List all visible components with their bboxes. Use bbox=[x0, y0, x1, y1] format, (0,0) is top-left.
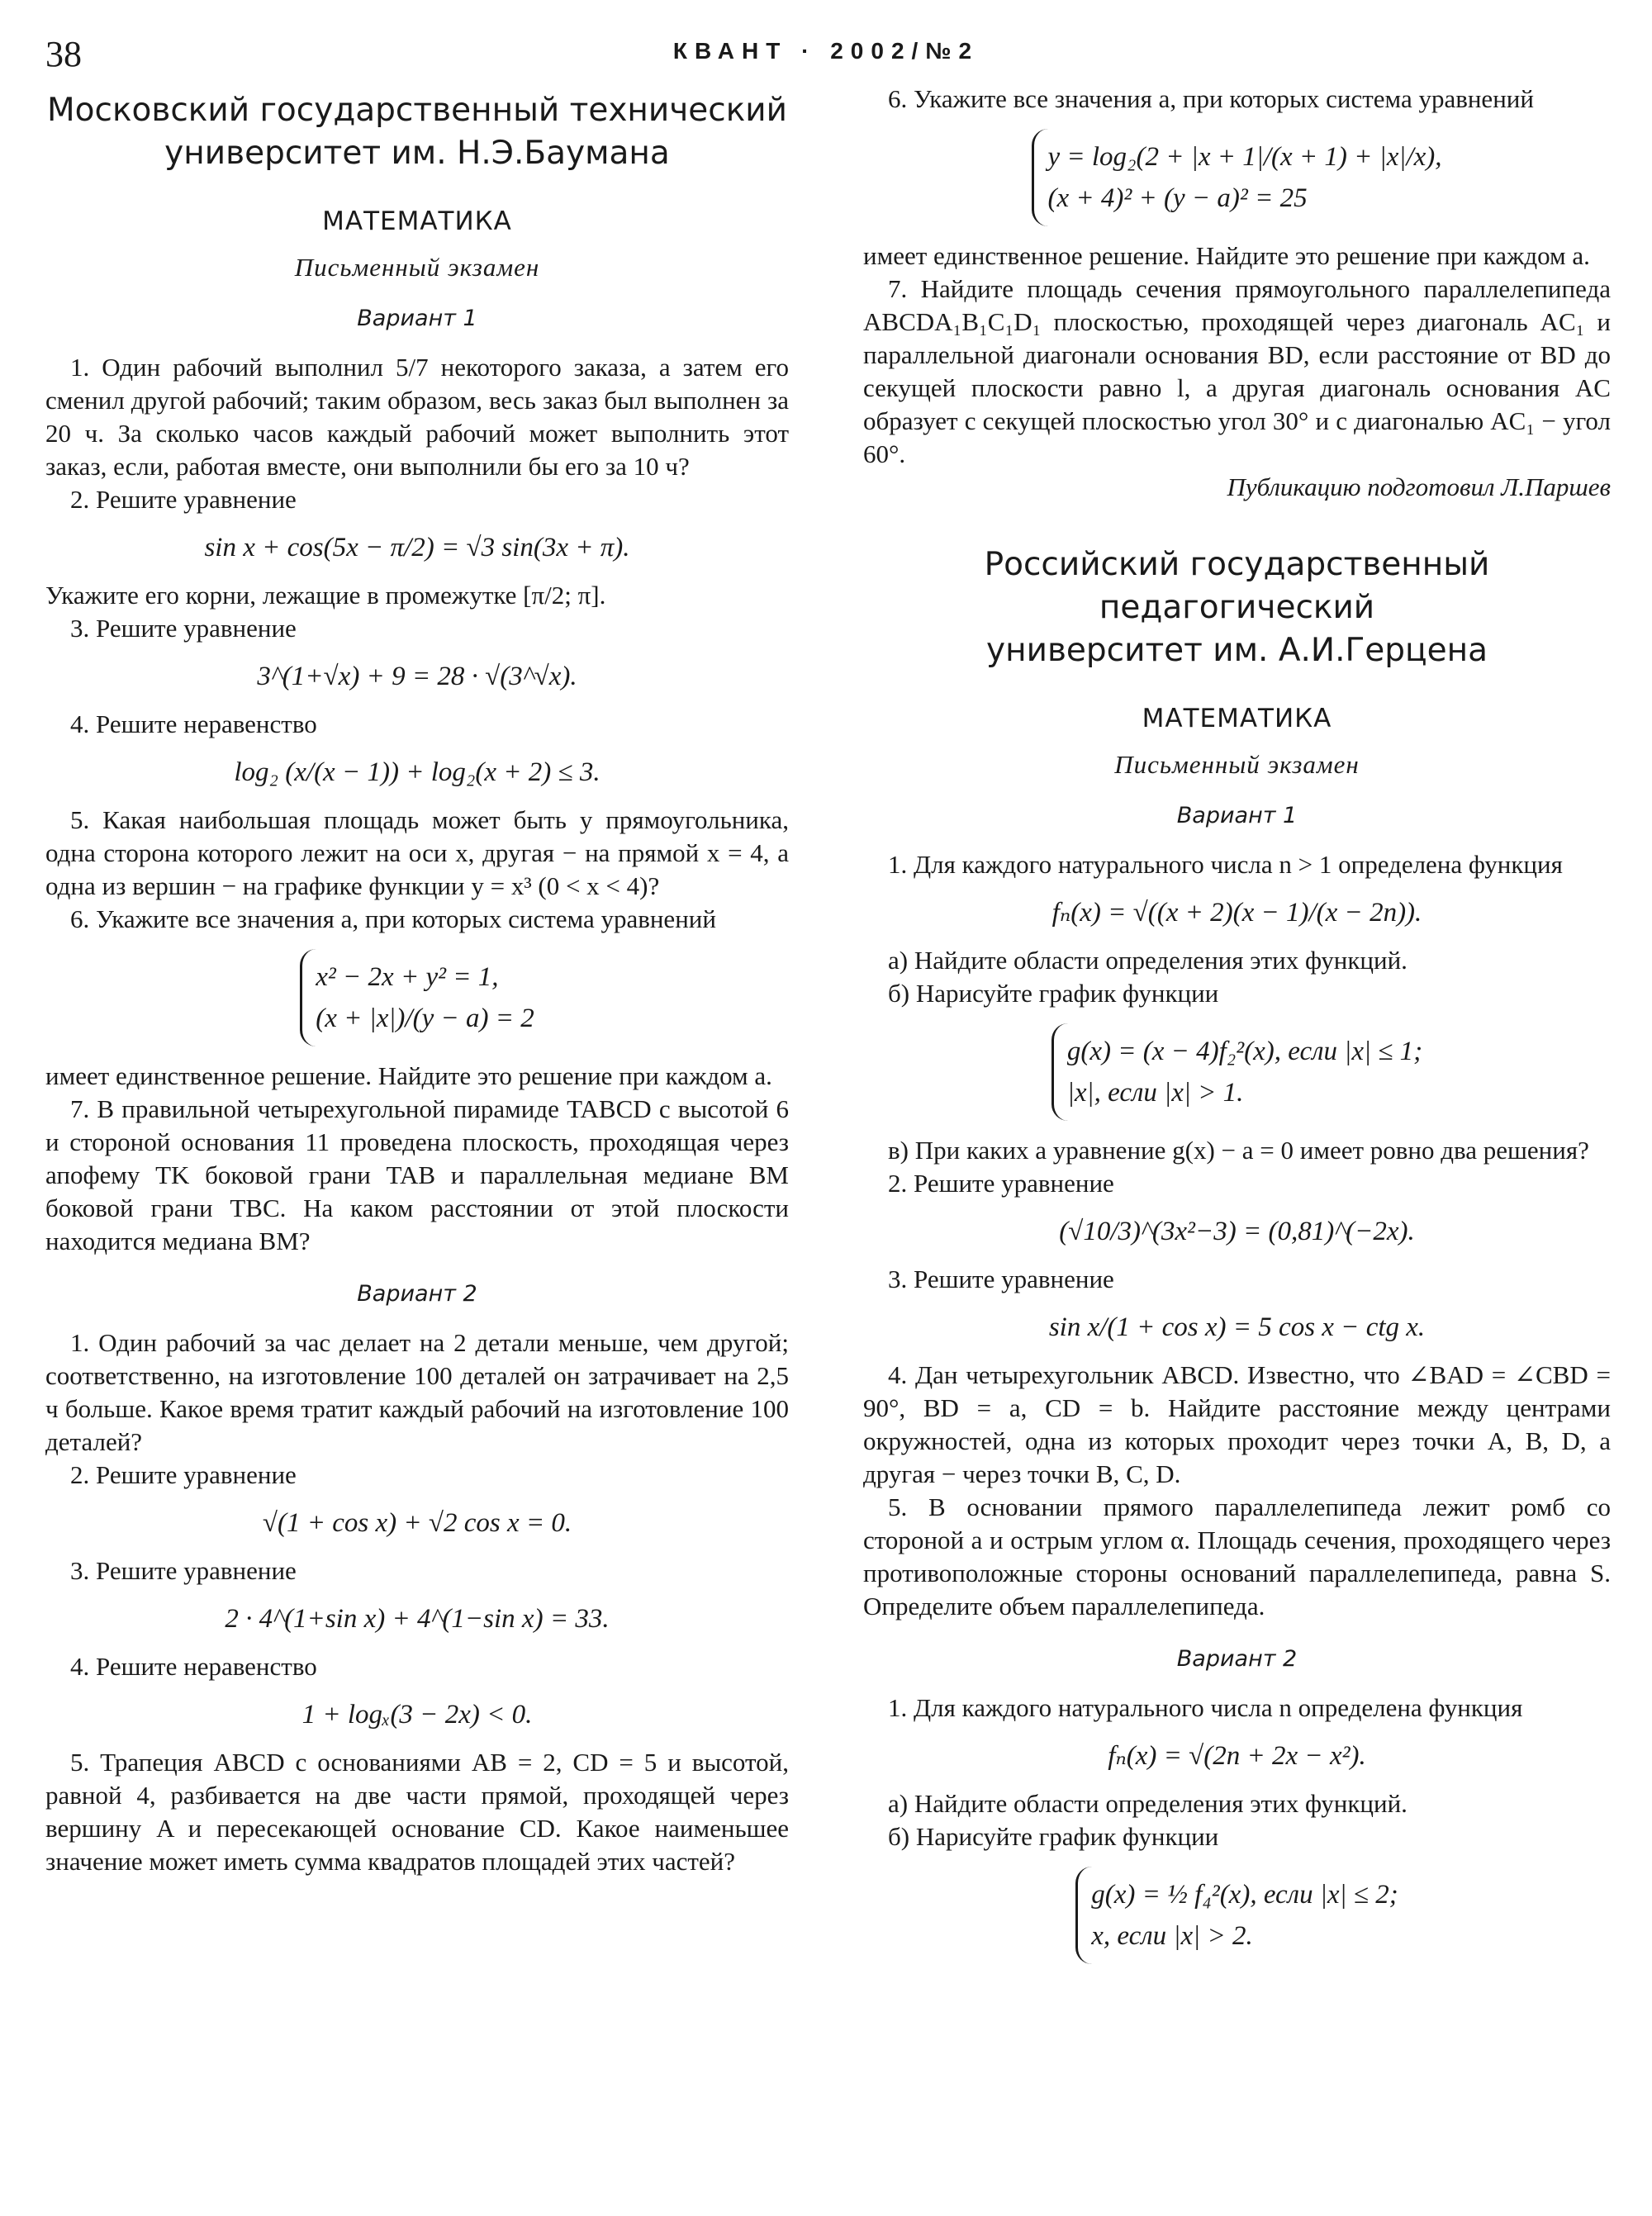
publication-credit: Публикацию подготовил Л.Паршев bbox=[1227, 472, 1611, 501]
problem-text: 3. Решите уравнение bbox=[888, 1265, 1114, 1293]
system-line: (x + 4)² + (y − a)² = 25 bbox=[1047, 183, 1308, 213]
piecewise-function bbox=[863, 1023, 1611, 1121]
problem-text: 1. Один рабочий за час делает на 2 детали меньше, чем другой; соответственно, на изготовление 100 деталей он затрачивает на 2,5 ч больше. Какое время тратит каждый рабочий на изготовление 100 деталей? bbox=[45, 1328, 789, 1456]
variant-heading: Вариант 2 bbox=[357, 1281, 477, 1307]
problem-text: б) Нарисуйте график функции bbox=[888, 1822, 1219, 1851]
formula: (√10/3)^(3x²−3) = (0,81)^(−2x). bbox=[1059, 1217, 1415, 1246]
equation-system bbox=[863, 129, 1611, 226]
problem-text: 1. Для каждого натурального числа n определена функция bbox=[888, 1693, 1523, 1722]
formula: 1 + logₓ(3 − 2x) < 0. bbox=[301, 1700, 533, 1730]
subject-heading: МАТЕМАТИКА bbox=[322, 206, 512, 236]
problem-text: 1. Для каждого натурального числа n > 1 определена функция bbox=[888, 850, 1563, 879]
problem-text: 4. Решите неравенство bbox=[70, 1652, 317, 1681]
subject-heading: МАТЕМАТИКА bbox=[1142, 704, 1332, 733]
problem-text: 2. Решите уравнение bbox=[70, 1460, 297, 1489]
problem-text: 2. Решите уравнение bbox=[888, 1169, 1114, 1198]
problem-text: имеет единственное решение. Найдите это решение при каждом a. bbox=[45, 1061, 772, 1090]
problem-text: 2. Решите уравнение bbox=[70, 485, 297, 514]
formula: sin x/(1 + cos x) = 5 cos x − ctg x. bbox=[1048, 1312, 1426, 1342]
formula: sin x + cos(5x − π/2) = √3 sin(3x + π). bbox=[204, 533, 630, 562]
problem-text: 6. Укажите все значения a, при которых система уравнений bbox=[888, 84, 1534, 113]
problem-text: Укажите его корни, лежащие в промежутке [π/2; π]. bbox=[45, 581, 606, 610]
problem-text: 5. В основании прямого параллелепипеда лежит ромб со стороной a и острым углом α. Площадь сечения, проходящего через противоположные стороны оснований параллелепипеда, равна S. Определите объем параллелепипеда. bbox=[863, 1492, 1611, 1620]
problem-text: б) Нарисуйте график функции bbox=[888, 979, 1219, 1008]
variant-heading: Вариант 2 bbox=[1176, 1646, 1298, 1672]
piecewise-line: g(x) = (x − 4)f₂²(x), если |x| ≤ 1; bbox=[1066, 1037, 1423, 1066]
problem-text: а) Найдите области определения этих функций. bbox=[888, 1789, 1408, 1818]
journal-header: КВАНТ · 2002/№2 bbox=[672, 38, 980, 64]
formula: 2 · 4^(1+sin x) + 4^(1−sin x) = 33. bbox=[225, 1604, 610, 1634]
piecewise-line: g(x) = ½ f₄²(x), если |x| ≤ 2; bbox=[1091, 1880, 1398, 1910]
equation-system bbox=[45, 949, 789, 1046]
university-title-left: Московский государственный технический университет им. Н.Э.Баумана bbox=[47, 92, 787, 172]
problem-text: имеет единственное решение. Найдите это решение при каждом a. bbox=[863, 241, 1590, 270]
variant-heading: Вариант 1 bbox=[357, 306, 477, 331]
exam-heading: Письменный экзамен bbox=[1114, 750, 1360, 779]
left-column bbox=[45, 83, 789, 1878]
formula: fₙ(x) = √((x + 2)(x − 1)/(x − 2n)). bbox=[1051, 898, 1422, 928]
piecewise-line: x, если |x| > 2. bbox=[1091, 1921, 1253, 1951]
formula: 3^(1+√x) + 9 = 28 · √(3^√x). bbox=[257, 662, 577, 691]
problem-text: а) Найдите области определения этих функций. bbox=[888, 946, 1408, 975]
system-line: x² − 2x + y² = 1, bbox=[316, 962, 499, 992]
problem-text: 3. Решите уравнение bbox=[70, 1556, 297, 1585]
problem-text: 6. Укажите все значения a, при которых система уравнений bbox=[70, 904, 716, 933]
problem-text: 4. Дан четырехугольник ABCD. Известно, что ∠BAD = ∠CBD = 90°, BD = a, CD = b. Найдите расстояние между центрами окружностей, одна из которых проходит через точки A, B, D, а другая − через точки B, C, D. bbox=[863, 1360, 1611, 1488]
system-line: (x + |x|)/(y − a) = 2 bbox=[316, 1004, 534, 1033]
piecewise-function bbox=[863, 1867, 1611, 1964]
formula: fₙ(x) = √(2n + 2x − x²). bbox=[1108, 1741, 1366, 1771]
problem-text: 5. Трапеция ABCD с основаниями AB = 2, CD = 5 и высотой, равной 4, разбивается на две части прямой, проходящей через вершину A и пересекающей основание CD. Какое наименьшее значение может иметь сумма квадратов площадей этих частей? bbox=[45, 1748, 789, 1876]
problem-text: 4. Решите неравенство bbox=[70, 709, 317, 738]
university-title-right: Российский государственный педагогический университет им. А.И.Герцена bbox=[984, 546, 1490, 669]
right-column bbox=[863, 83, 1611, 1977]
exam-heading: Письменный экзамен bbox=[294, 253, 540, 282]
problem-text: в) При каких a уравнение g(x) − a = 0 имеет ровно два решения? bbox=[888, 1136, 1589, 1165]
problem-text: 1. Один рабочий выполнил 5/7 некоторого заказа, а затем его сменил другой рабочий; таким образом, весь заказ был выполнен за 20 ч. За сколько часов каждый рабочий может выполнить этот заказ, если, работая вместе, они выполнили бы его за 10 ч? bbox=[45, 353, 789, 481]
problem-text: 3. Решите уравнение bbox=[70, 614, 297, 643]
piecewise-line: |x|, если |x| > 1. bbox=[1066, 1078, 1244, 1108]
problem-text: 7. Найдите площадь сечения прямоугольного параллелепипеда ABCDA₁B₁C₁D₁ плоскостью, проходящей через диагональ AC₁ и параллельной диагонали основания BD, если расстояние от BD до секущей плоскости равно l, а другая диагональ основания AC образует с секущей плоскостью угол 30° и с диагональю AC₁ − угол 60°. bbox=[863, 274, 1611, 468]
system-line: y = log₂(2 + |x + 1|/(x + 1) + |x|/x), bbox=[1047, 142, 1442, 172]
formula: log₂ (x/(x − 1)) + log₂(x + 2) ≤ 3. bbox=[234, 757, 601, 787]
problem-text: 7. В правильной четырехугольной пирамиде TABCD с высотой 6 и стороной основания 11 проведена плоскость, проходящая через апофему TK боковой грани TAB и параллельная медиане BM боковой грани TBC. На каком расстоянии от этой плоскости находится медиана BM? bbox=[45, 1094, 789, 1255]
formula: √(1 + cos x) + √2 cos x = 0. bbox=[262, 1508, 572, 1538]
page-number: 38 bbox=[45, 34, 82, 74]
variant-heading: Вариант 1 bbox=[1176, 803, 1298, 828]
problem-text: 5. Какая наибольшая площадь может быть у прямоугольника, одна сторона которого лежит на оси x, другая − на прямой x = 4, а одна из вершин − на графике функции y = x³ (0 < x < 4)? bbox=[45, 805, 789, 900]
